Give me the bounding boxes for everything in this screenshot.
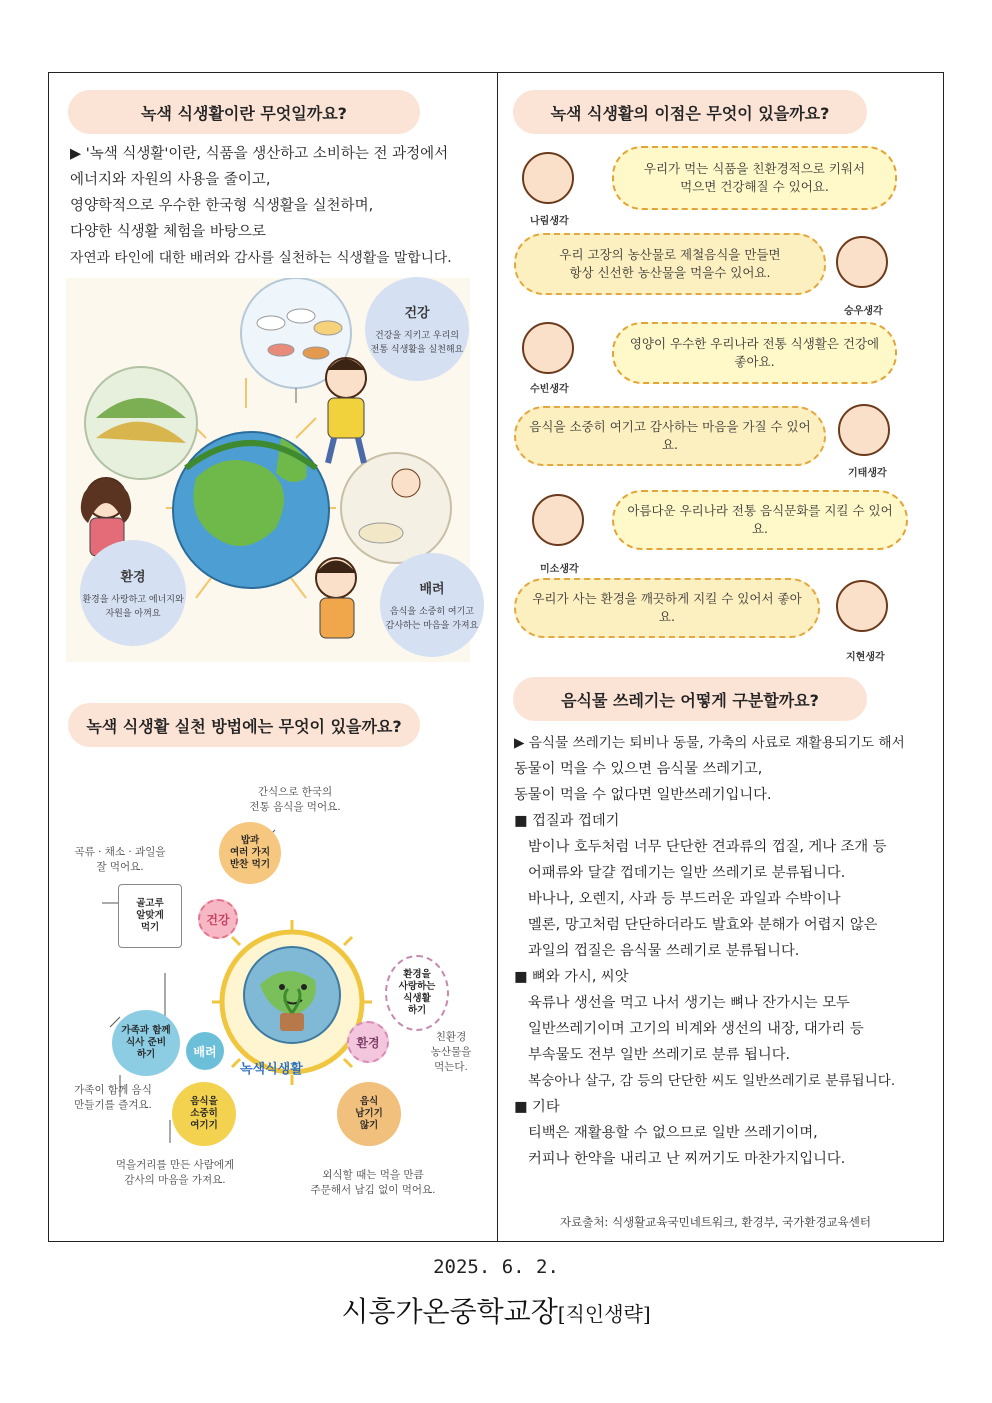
health-circle	[365, 277, 469, 381]
intro-line: 에너지와 자원의 사용을 줄이고,	[70, 172, 271, 188]
waste-line: 밤이나 호두처럼 너무 단단한 견과류의 껍질, 게나 조개 등	[528, 839, 887, 855]
source-credit: 자료출처: 식생활교육국민네트워크, 환경부, 국가환경교육센터	[560, 1215, 871, 1229]
waste-line: 과일의 껍질은 음식물 쓰레기로 분류됩니다.	[528, 943, 800, 959]
waste-heading: ■ 기타	[514, 1099, 560, 1115]
kid-name: 나림생각	[530, 216, 569, 227]
health-circle-desc-line: 전통 식생활을 실천해요	[370, 344, 464, 355]
waste-heading: ■ 껍질과 껍데기	[514, 813, 620, 829]
node-cherish-food: 음식을 소중히 여기기	[172, 1082, 236, 1146]
node-balanced-eating: 골고루 알맞게 먹기	[118, 884, 182, 948]
node-love-environment: 환경을 사랑하는 식생활 하기	[385, 955, 449, 1031]
waste-line: ▶ 음식물 쓰레기는 퇴비나 동물, 가축의 사료로 재활용되기도 해서	[514, 735, 905, 751]
environment-circle-desc-line: 환경을 사랑하고 에너지와	[82, 594, 184, 605]
opinion-bubble: 우리가 먹는 식품을 친환경적으로 키워서 먹으면 건강해질 수 있어요.	[612, 146, 897, 210]
node-family-cooking: 가족과 함께 식사 준비 하기	[112, 1010, 180, 1076]
kid-narim-avatar	[522, 152, 574, 204]
plant-pot-icon	[280, 1013, 304, 1031]
section-title-food-waste: 음식물 쓰레기는 어떻게 구분할까요?	[513, 677, 867, 721]
kid-name: 수빈생각	[530, 384, 569, 395]
note-thanks: 먹을거리를 만든 사람에게 감사의 마음을 가져요.	[115, 1159, 235, 1186]
opinion-bubble: 아름다운 우리나라 전통 음식문화를 지킬 수 있어요.	[612, 490, 908, 550]
farmer-icon	[341, 453, 451, 563]
waste-heading: ■ 뼈와 가시, 씨앗	[514, 969, 629, 985]
intro-line: 영양학적으로 우수한 한국형 식생활을 실천하며,	[70, 198, 374, 214]
opinion-bubble: 우리 고장의 농산물로 제철음식을 만들면 항상 신선한 농산물을 먹을수 있어요.	[514, 233, 826, 295]
waste-line: 동물이 먹을 수 있으면 음식물 쓰레기고,	[514, 761, 763, 777]
section-title-what-is: 녹색 식생활이란 무엇일까요?	[68, 90, 420, 134]
environment-circle-title: 환경	[120, 569, 146, 585]
tag-health: 건강	[198, 899, 238, 939]
note-snack: 간식으로 한국의 전통 음식을 먹어요.	[249, 786, 341, 813]
waste-line: 바나나, 오렌지, 사과 등 부드러운 과일과 수박이나	[528, 891, 841, 907]
tag-environment: 환경	[347, 1021, 389, 1063]
food-waste-paragraph	[514, 730, 905, 1172]
opinion-bubble: 음식을 소중히 여기고 감사하는 마음을 가질 수 있어요.	[514, 406, 826, 466]
document-date: 2025. 6. 2.	[433, 1256, 559, 1278]
seal-note: [직인생략]	[557, 1302, 651, 1326]
health-circle-desc-line: 건강을 지키고 우리의	[375, 330, 459, 341]
opinion-bubble: 우리가 사는 환경을 깨끗하게 지킬 수 있어서 좋아요.	[514, 578, 820, 638]
node-no-leftovers: 음식 남기기 않기	[337, 1082, 401, 1146]
kid-name: 승우생각	[844, 306, 883, 317]
care-circle-desc-line: 감사하는 마음을 가져요	[385, 620, 479, 631]
waste-line: 어패류와 달걀 껍데기는 일반 쓰레기로 분류됩니다.	[528, 865, 846, 881]
care-circle	[380, 553, 484, 657]
note-family: 가족이 함께 음식 만들기를 즐겨요.	[74, 1084, 152, 1111]
intro-line: 다양한 식생활 체험을 바탕으로	[70, 224, 266, 240]
waste-line: 복숭아나 살구, 감 등의 단단한 씨도 일반쓰레기로 분류됩니다.	[528, 1073, 896, 1089]
waste-line: 동물이 먹을 수 없다면 일반쓰레기입니다.	[514, 787, 772, 803]
kid-name: 미소생각	[540, 564, 579, 575]
center-label: 녹색식생활	[240, 1062, 303, 1077]
environment-circle-desc-line: 자원을 아껴요	[105, 608, 161, 619]
care-circle-title: 배려	[419, 581, 445, 597]
signer-name: 시흥가온중학교장	[341, 1295, 558, 1328]
node-rice-and-sides: 밥과 여러 가지 반찬 먹기	[219, 822, 281, 884]
note-eco: 친환경 농산물을 먹는다.	[430, 1031, 472, 1073]
waste-line: 커피나 한약을 내리고 난 찌꺼기도 마찬가지입니다.	[528, 1151, 846, 1167]
signer-line	[0, 1290, 992, 1330]
intro-paragraph	[70, 141, 452, 271]
intro-line: ▶ '녹색 식생활'이란, 식품을 생산하고 소비하는 전 과정에서	[70, 146, 449, 162]
note-dineout: 외식할 때는 먹을 만큼 주문해서 남김 없이 먹어요.	[310, 1169, 436, 1196]
section-title-benefits: 녹색 식생활의 이점은 무엇이 있을까요?	[513, 90, 867, 134]
tag-care: 배려	[186, 1032, 224, 1070]
kid-gitae-avatar	[838, 404, 890, 456]
health-circle-title: 건강	[404, 305, 430, 321]
waste-line: 티백은 재활용할 수 없으므로 일반 쓰레기이며,	[528, 1125, 818, 1141]
kid-seungwoo-avatar	[836, 236, 888, 288]
waste-line: 일반쓰레기이며 고기의 비계와 생선의 내장, 대가리 등	[528, 1021, 864, 1037]
environment-circle	[80, 540, 186, 646]
kid-miso-avatar	[532, 494, 584, 546]
opinion-bubble: 영양이 우수한 우리나라 전통 식생활은 건강에 좋아요.	[612, 322, 897, 384]
note-grain: 곡류 · 채소 · 과일을 잘 먹어요.	[74, 846, 166, 873]
waste-line: 육류나 생선을 먹고 나서 생기는 뼈나 잔가시는 모두	[528, 995, 850, 1011]
waste-line: 부속물도 전부 일반 쓰레기로 분류 됩니다.	[528, 1047, 791, 1063]
column-divider	[497, 73, 498, 1241]
care-circle-desc-line: 음식을 소중히 여기고	[390, 606, 474, 617]
kid-name: 기태생각	[848, 468, 887, 479]
kid-jihyun-avatar	[836, 580, 888, 632]
intro-line: 자연과 타인에 대한 배려와 감사를 실천하는 식생활을 말합니다.	[70, 250, 452, 266]
kid-subin-avatar	[522, 322, 574, 374]
waste-line: 멜론, 망고처럼 단단하더라도 발효와 분해가 어렵지 않은	[528, 917, 878, 933]
kid-name: 지현생각	[846, 652, 885, 663]
section-title-practice: 녹색 식생활 실천 방법에는 무엇이 있을까요?	[68, 703, 420, 747]
